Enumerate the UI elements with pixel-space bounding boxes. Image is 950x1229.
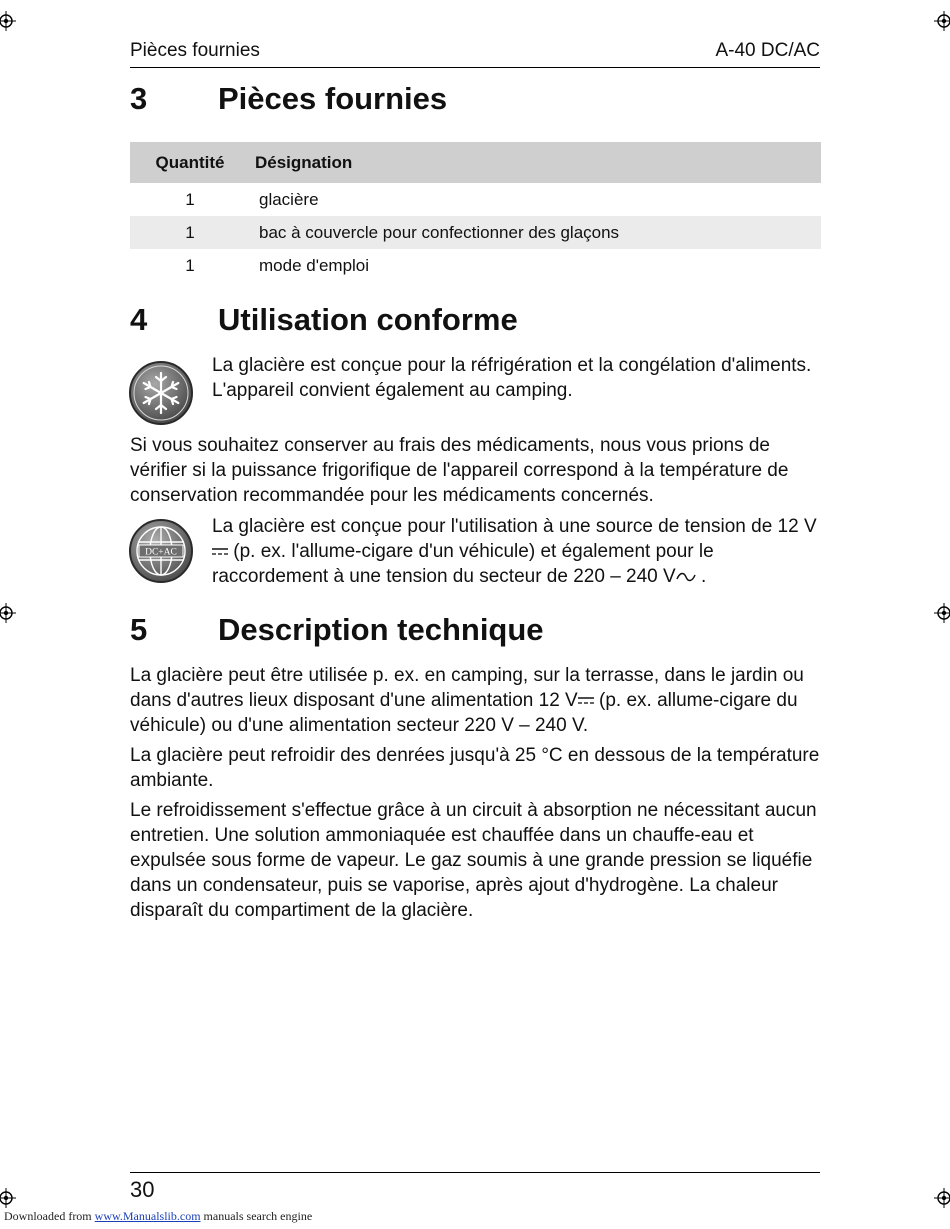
section-title: Description technique [218, 612, 544, 647]
dc-current-symbol-icon [578, 696, 594, 706]
section-5-heading [130, 612, 544, 648]
power-text-3: . [695, 566, 707, 587]
technical-paragraph-3: Le refroidissement s'effectue grâce à un circuit à absorption ne nécessitant aucun entretien. Une solution ammoniaquée est chauffée dans un chauffe-eau et expulsée sous forme de vapeur. Le gaz soumis à une grande pression se liquéfie dans un condensateur, puis se vaporise, après ajout d'hydrogène. La chaleur disparaît du compartiment de la glacière. [130, 800, 817, 921]
registration-mark-icon [934, 11, 950, 31]
column-header-designation: Désignation [255, 152, 353, 172]
column-header-quantity: Quantité [155, 152, 225, 172]
power-paragraph [212, 514, 822, 589]
footer-divider [130, 1172, 820, 1173]
registration-mark-icon [934, 1188, 950, 1208]
p1-text-b: (p. ex. allume-cigare du véhicule) ou d'une alimentation secteur 220 V – 240 V. [130, 690, 798, 736]
download-suffix: manuals search engine [200, 1209, 313, 1223]
registration-mark-icon [934, 603, 950, 623]
running-header-model: A-40 DC/AC [715, 40, 820, 61]
parts-table [130, 142, 821, 282]
technical-paragraph-2: La glacière peut refroidir des denrées jusqu'à 25 °C en dessous de la température ambiante. [130, 745, 820, 791]
power-text-1: La glacière est conçue pour l'utilisation à une source de tension de 12 V [212, 516, 817, 537]
p1-text-a: La glacière peut être utilisée p. ex. en camping, sur la terrasse, dans le jardin ou dans d'autres lieux disposant d'une alimentation 12 V [130, 665, 804, 711]
dc-current-symbol-icon [212, 547, 228, 557]
table-row [130, 183, 821, 216]
download-note [4, 1209, 312, 1224]
dc-ac-label: DC+AC [145, 547, 177, 558]
technical-paragraph-1 [130, 663, 822, 738]
page-number: 30 [130, 1177, 155, 1202]
running-header-section: Pièces fournies [130, 40, 260, 61]
section-title: Pièces fournies [218, 81, 448, 116]
manualslib-link[interactable]: www.Manualslib.com [94, 1209, 201, 1223]
section-4-heading [130, 302, 518, 338]
quantity-cell: 1 [185, 222, 195, 242]
designation-cell: bac à couvercle pour confectionner des glaçons [259, 222, 620, 242]
registration-mark-icon [0, 1188, 16, 1208]
snowflake-icon [128, 360, 194, 426]
table-row [130, 216, 821, 249]
download-prefix: Downloaded from [4, 1209, 95, 1223]
designation-cell: mode d'emploi [259, 255, 370, 275]
section-number: 3 [130, 81, 148, 116]
quantity-cell: 1 [185, 255, 195, 275]
registration-mark-icon [0, 11, 16, 31]
section-number: 5 [130, 612, 148, 647]
section-number: 4 [130, 302, 148, 337]
power-text-2: (p. ex. l'allume-cigare d'un véhicule) et également pour le raccordement à une tension du secteur de 220 – 240 V [212, 541, 714, 587]
table-header-row [130, 142, 821, 183]
snowflake-paragraph: La glacière est conçue pour la réfrigération et la congélation d'aliments. L'appareil convient également au camping. [212, 355, 812, 401]
dc-ac-globe-icon [128, 518, 194, 584]
table-row [130, 249, 821, 282]
ac-current-symbol-icon [676, 571, 696, 583]
quantity-cell: 1 [185, 189, 195, 209]
registration-mark-icon [0, 603, 16, 623]
medicine-paragraph: Si vous souhaitez conserver au frais des médicaments, nous vous prions de vérifier si la puissance frigorifique de l'appareil correspond à la température de conservation recommandée pour les médicaments concernés. [130, 435, 789, 506]
section-3-heading [130, 81, 447, 117]
section-title: Utilisation conforme [218, 302, 518, 337]
designation-cell: glacière [259, 189, 319, 209]
header-divider [130, 67, 820, 68]
